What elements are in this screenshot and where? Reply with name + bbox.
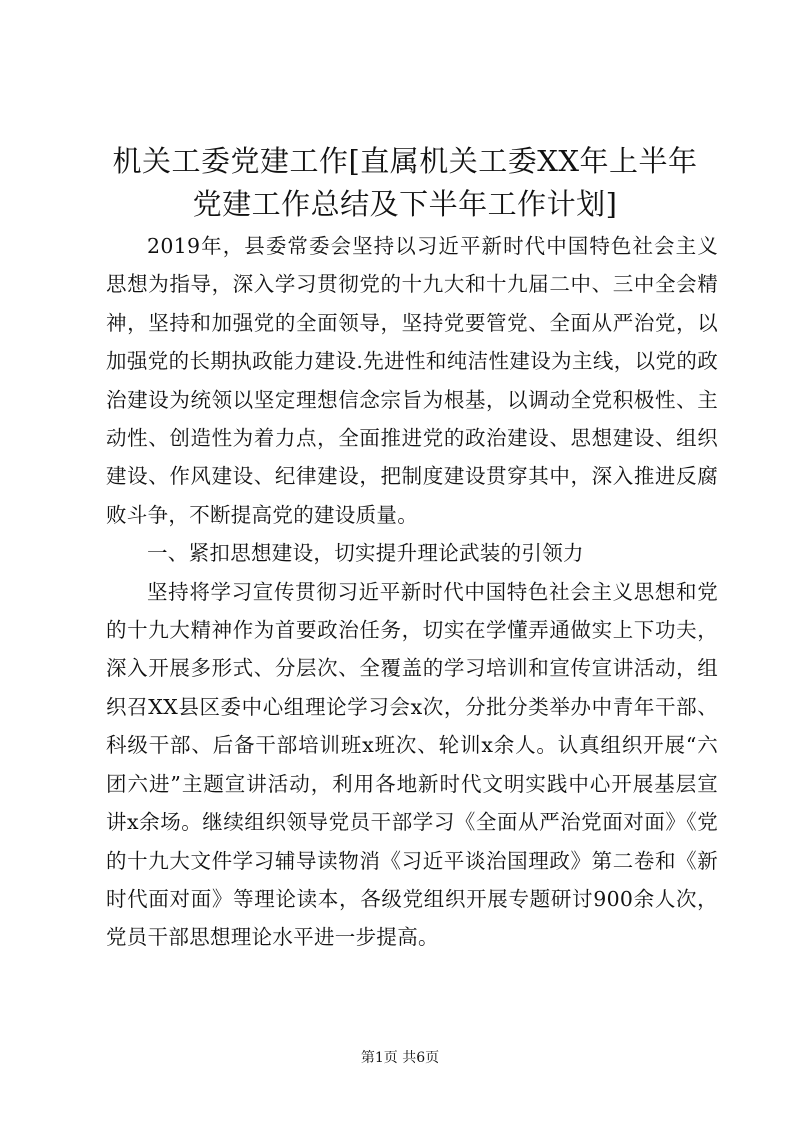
document-body bbox=[106, 227, 718, 957]
intro-paragraph: 2019年，县委常委会坚持以习近平新时代中国特色社会主义思想为指导，深入学习贯彻党的十九大和十九届二中、三中全会精神，坚持和加强党的全面领导，坚持党要管党、全面从严治党，以加强党的长期执政能力建设.先进性和纯洁性建设为主线，以党的政治建设为统领以坚定理想信念宗旨为根基，以调动全党积极性、主动性、创造性为着力点，全面推进党的政治建设、思想建设、组织建设、作风建设、纪律建设，把制度建设贯穿其中，深入推进反腐败斗争，不断提高党的建设质量。 bbox=[106, 234, 718, 527]
document-title: 机关工委党建工作[直属机关工委XX年上半年党建工作总结及下半年工作计划] bbox=[112, 144, 698, 221]
section-paragraph: 坚持将学习宣传贯彻习近平新时代中国特色社会主义思想和党的十九大精神作为首要政治任务，切实在学懂弄通做实上下功夫，深入开展多形式、分层次、全覆盖的学习培训和宣传宣讲活动，组织召XX县区委中心组理论学习会x次，分批分类举办中青年干部、科级干部、后备干部培训班x班次、轮训x余人。认真组织开展“六团六进”主题宣讲活动，利用各地新时代文明实践中心开展基层宣讲x余场。继续组织领导党员干部学习《全面从严治党面对面》《党的十九大文件学习辅导读物消《习近平谈治国理政》第二卷和《新时代面对面》等理论读本，各级党组织开展专题研讨900余人次，党员干部思想理论水平进一步提高。 bbox=[106, 579, 718, 950]
page-number-footer: 第1页 共6页 bbox=[360, 1050, 440, 1066]
section-heading: 一、紧扣思想建设，切实提升理论武装的引领力 bbox=[147, 541, 584, 566]
